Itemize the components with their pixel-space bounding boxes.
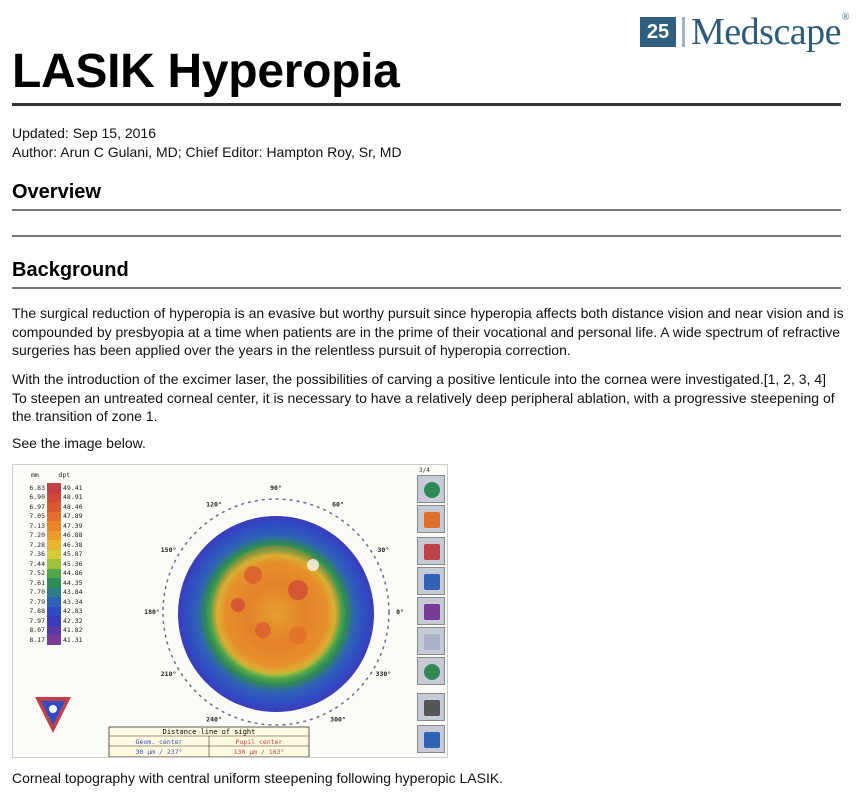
- steep-zone: [255, 622, 271, 638]
- paragraph-2: With the introduction of the excimer laser, the possibilities of carving a positive lenticule into the cornea were investigated.[1, 2, 3, 4] To steepen an untreated corneal center, it is necessary to have a relatively deep peripheral ablation, with a progressive steepening of the transition of zone 1.: [12, 371, 835, 424]
- focus-icon[interactable]: [417, 505, 445, 533]
- steep-zone: [288, 580, 308, 600]
- page-title: LASIK Hyperopia: [12, 45, 400, 98]
- scale-mm-value: 7.20: [29, 531, 45, 540]
- logo-divider: [682, 17, 685, 47]
- topography-toolbar: [415, 467, 447, 757]
- topography-map: [13, 465, 448, 758]
- angle-label: 120°: [206, 500, 222, 509]
- scale-mm-value: 7.79: [29, 597, 45, 606]
- updated-date: Updated: Sep 15, 2016: [12, 125, 157, 141]
- angle-label: 300°: [330, 715, 346, 724]
- eye-indicator: [35, 697, 71, 733]
- exit-icon[interactable]: [417, 725, 445, 753]
- medscape-logo[interactable]: [640, 10, 849, 54]
- info-col1-value: 30 µm / 237°: [135, 748, 183, 756]
- title-divider: [12, 103, 841, 106]
- overview-divider: [12, 209, 841, 211]
- scale-dpt-value: 41.31: [63, 635, 83, 644]
- scale-dpt-value: 49.41: [63, 483, 83, 492]
- elevation-icon[interactable]: [417, 567, 445, 595]
- scale-header: mm dpt: [31, 471, 71, 479]
- scale-mm-value: 8.07: [29, 626, 45, 635]
- scale-mm-value: 7.36: [29, 550, 45, 559]
- scale-dpt-value: 46.88: [63, 531, 83, 540]
- corneal-topography-image[interactable]: [12, 464, 448, 758]
- scale-dpt-value: 47.39: [63, 521, 83, 530]
- section-heading-background: Background: [12, 259, 129, 281]
- scale-dpt-value: 48.91: [63, 493, 83, 502]
- print-icon[interactable]: [417, 693, 445, 721]
- section-heading-overview: Overview: [12, 181, 101, 203]
- angle-label: 210°: [160, 670, 177, 678]
- scale-dpt-value: 47.89: [63, 512, 83, 521]
- scale-mm-value: 8.17: [29, 635, 45, 644]
- figure-caption: Corneal topography with central uniform steepening following hyperopic LASIK.: [12, 770, 504, 786]
- scale-mm-value: 7.28: [29, 540, 45, 549]
- scale-mm-value: 7.97: [29, 616, 45, 625]
- steep-zone: [244, 566, 262, 584]
- scale-mm-value: 7.61: [29, 578, 45, 587]
- angle-label: 0°: [396, 608, 404, 616]
- angle-label: 180°: [144, 608, 160, 616]
- brand-name: Medscape®: [691, 11, 850, 53]
- steep-zone: [289, 626, 307, 644]
- scale-mm-value: 7.52: [29, 569, 45, 578]
- section-divider: [12, 235, 841, 237]
- info-col2-label: Pupil center: [235, 738, 283, 746]
- angle-label: 60°: [332, 500, 344, 509]
- scale-mm-value: 7.88: [29, 607, 45, 616]
- scale-dpt-value: 44.86: [63, 569, 83, 578]
- info-heading: Distance line of sight: [162, 728, 256, 736]
- toolbar-label: 3/4: [419, 467, 430, 474]
- scale-dpt-value: 44.35: [63, 578, 83, 587]
- angle-label: 150°: [160, 546, 177, 554]
- angle-label: 240°: [206, 715, 222, 724]
- background-divider: [12, 287, 841, 289]
- scale-mm-value: 7.05: [29, 512, 45, 521]
- paragraph-3: See the image below.: [12, 435, 146, 451]
- angle-label: 90°: [270, 484, 282, 492]
- scale-dpt-value: 46.38: [63, 540, 83, 549]
- paragraph-1: The surgical reduction of hyperopia is an evasive but worthy pursuit since hyperopia affects both distance vision and near vision and is compounded by presbyopia at a time when patients are in the prime of their vocational and personal life. A wide spectrum of refractive surgeries has been applied over the years in the relentless pursuit of hyperopia correction.: [12, 305, 844, 358]
- info-col1-label: Geom. center: [135, 738, 183, 746]
- status-icon[interactable]: [417, 475, 445, 503]
- zoom-icon[interactable]: [417, 627, 445, 655]
- angle-label: 30°: [377, 546, 390, 554]
- steep-zone: [231, 598, 245, 612]
- scale-dpt-value: 41.82: [63, 626, 83, 635]
- crosshair-icon[interactable]: [417, 657, 445, 685]
- angle-label: 330°: [375, 670, 392, 678]
- info-table: [109, 727, 309, 757]
- anniversary-badge: 25: [640, 17, 676, 47]
- map-icon[interactable]: [417, 537, 445, 565]
- steep-zone: [307, 559, 319, 571]
- scale-dpt-value: 43.34: [63, 597, 83, 606]
- scale-mm-value: 6.83: [29, 483, 45, 492]
- scale-dpt-value: 48.40: [63, 502, 83, 511]
- scale-dpt-value: 43.84: [63, 588, 83, 597]
- scale-dpt-value: 42.83: [63, 607, 83, 616]
- scale-mm-value: 6.97: [29, 502, 45, 511]
- article-meta: [12, 124, 402, 162]
- scale-mm-value: 7.44: [29, 559, 45, 568]
- scale-dpt-value: 42.32: [63, 616, 83, 625]
- keratometry-icon[interactable]: [417, 597, 445, 625]
- scale-mm-value: 6.90: [29, 493, 45, 502]
- scale-dpt-value: 45.87: [63, 550, 83, 559]
- scale-mm-value: 7.70: [29, 588, 45, 597]
- info-col2-value: 130 µm / 163°: [233, 748, 285, 756]
- central-steepening: [212, 546, 340, 674]
- scale-mm-value: 7.13: [29, 521, 45, 530]
- scale-dpt-value: 45.36: [63, 559, 83, 568]
- author-line: Author: Arun C Gulani, MD; Chief Editor: Hampton Roy, Sr, MD: [12, 144, 402, 160]
